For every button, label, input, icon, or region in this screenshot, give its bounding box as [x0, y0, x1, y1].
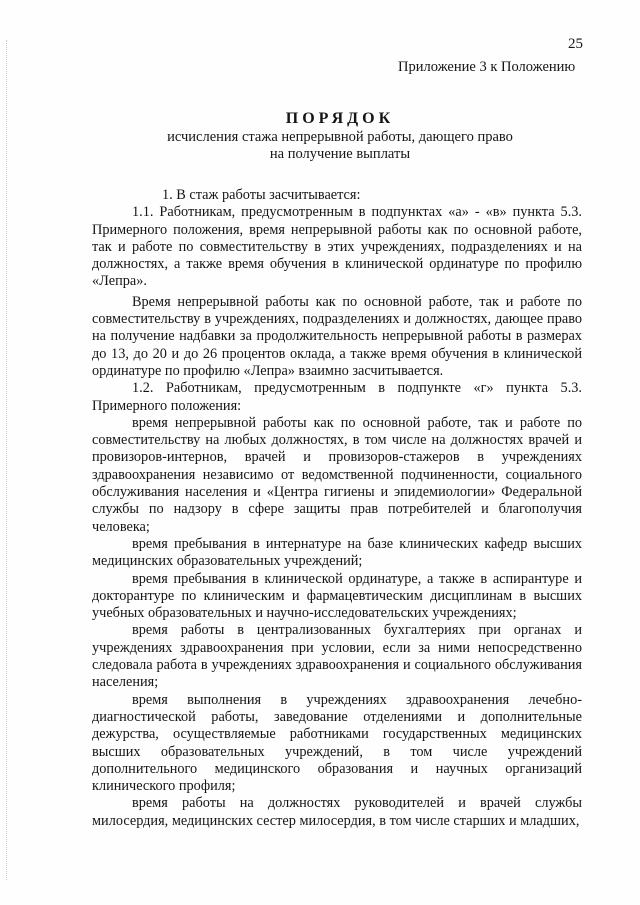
paragraph-mutual-credit: Время непрерывной работы как по основной работе, так и работе по совместительству в учреждениях, подразделениях и должностях, дающее право на получение надбавки за продолжительность непрерывной работы в размерах до 13, до 20 и до 26 процентов оклада, а также время обучения в клинической ординатуре по профилю «Лепра» взаимно засчитывается. [92, 293, 582, 379]
document-title: ПОРЯДОК [285, 110, 395, 127]
document-body [92, 187, 582, 830]
paragraph-item-1-1: 1.1. Работникам, предусмотренным в подпунктах «а» - «в» пункта 5.3. Примерного положения, время непрерывной работы как по основной работе, так и работе по совместительству в этих учреждениях, подразделениях и на должностях, а также время обучения в клинической ординатуре по профилю «Лепра». [92, 204, 582, 290]
paragraph-continuous-work: время непрерывной работы как по основной работе, так и работе по совместительству на любых должностях, в том числе на должностях врачей и провизоров-интернов, врачей и провизоров-стажеров в учреждениях здравоохранения независимо от ведомственной подчиненности, социального обслуживания населения и «Центра гигиены и эпидемиологии» Федеральной службы по надзору в сфере защиты прав потребителей и благополучия человека; [92, 414, 582, 535]
document-subtitle-line-2: на получение выплаты [269, 146, 411, 162]
paragraph-mercy-service: время работы на должностях руководителей и врачей службы милосердия, медицинских сестер милосердия, в том числе старших и младших, [92, 795, 582, 829]
document-subtitle-line-1: исчисления стажа непрерывной работы, дающего право [167, 129, 513, 145]
page-number: 25 [568, 36, 583, 52]
appendix-label: Приложение 3 к Положению [398, 59, 576, 75]
paragraph-section-1: 1. В стаж работы засчитывается: [162, 187, 361, 203]
paragraph-clinical-work: время выполнения в учреждениях здравоохранения лечебно-диагностической работы, заведование отделениями и дополнительные дежурства, осуществляемые работниками государственных медицинских высших образовательных учреждений, в том числе учреждений дополнительного медицинского образования и научных организаций клинического профиля; [92, 691, 582, 795]
paragraph-internship: время пребывания в интернатуре на базе клинических кафедр высших медицинских образовательных учреждений; [92, 535, 582, 570]
paragraph-accounting: время работы в централизованных бухгалтериях при органах и учреждениях здравоохранения при условии, если за ними непосредственно следовала работа в учреждениях здравоохранения и социального обслуживания населения; [92, 622, 582, 691]
scan-edge-mark [6, 40, 8, 880]
paragraph-item-1-2: 1.2. Работникам, предусмотренным в подпункте «г» пункта 5.3. Примерного положения: [92, 380, 582, 414]
paragraph-residency: время пребывания в клинической ординатуре, а также в аспирантуре и докторантуре по клиническим и фармацевтическим дисциплинам в высших учебных образовательных и научно-исследовательских учреждениях; [92, 570, 582, 622]
